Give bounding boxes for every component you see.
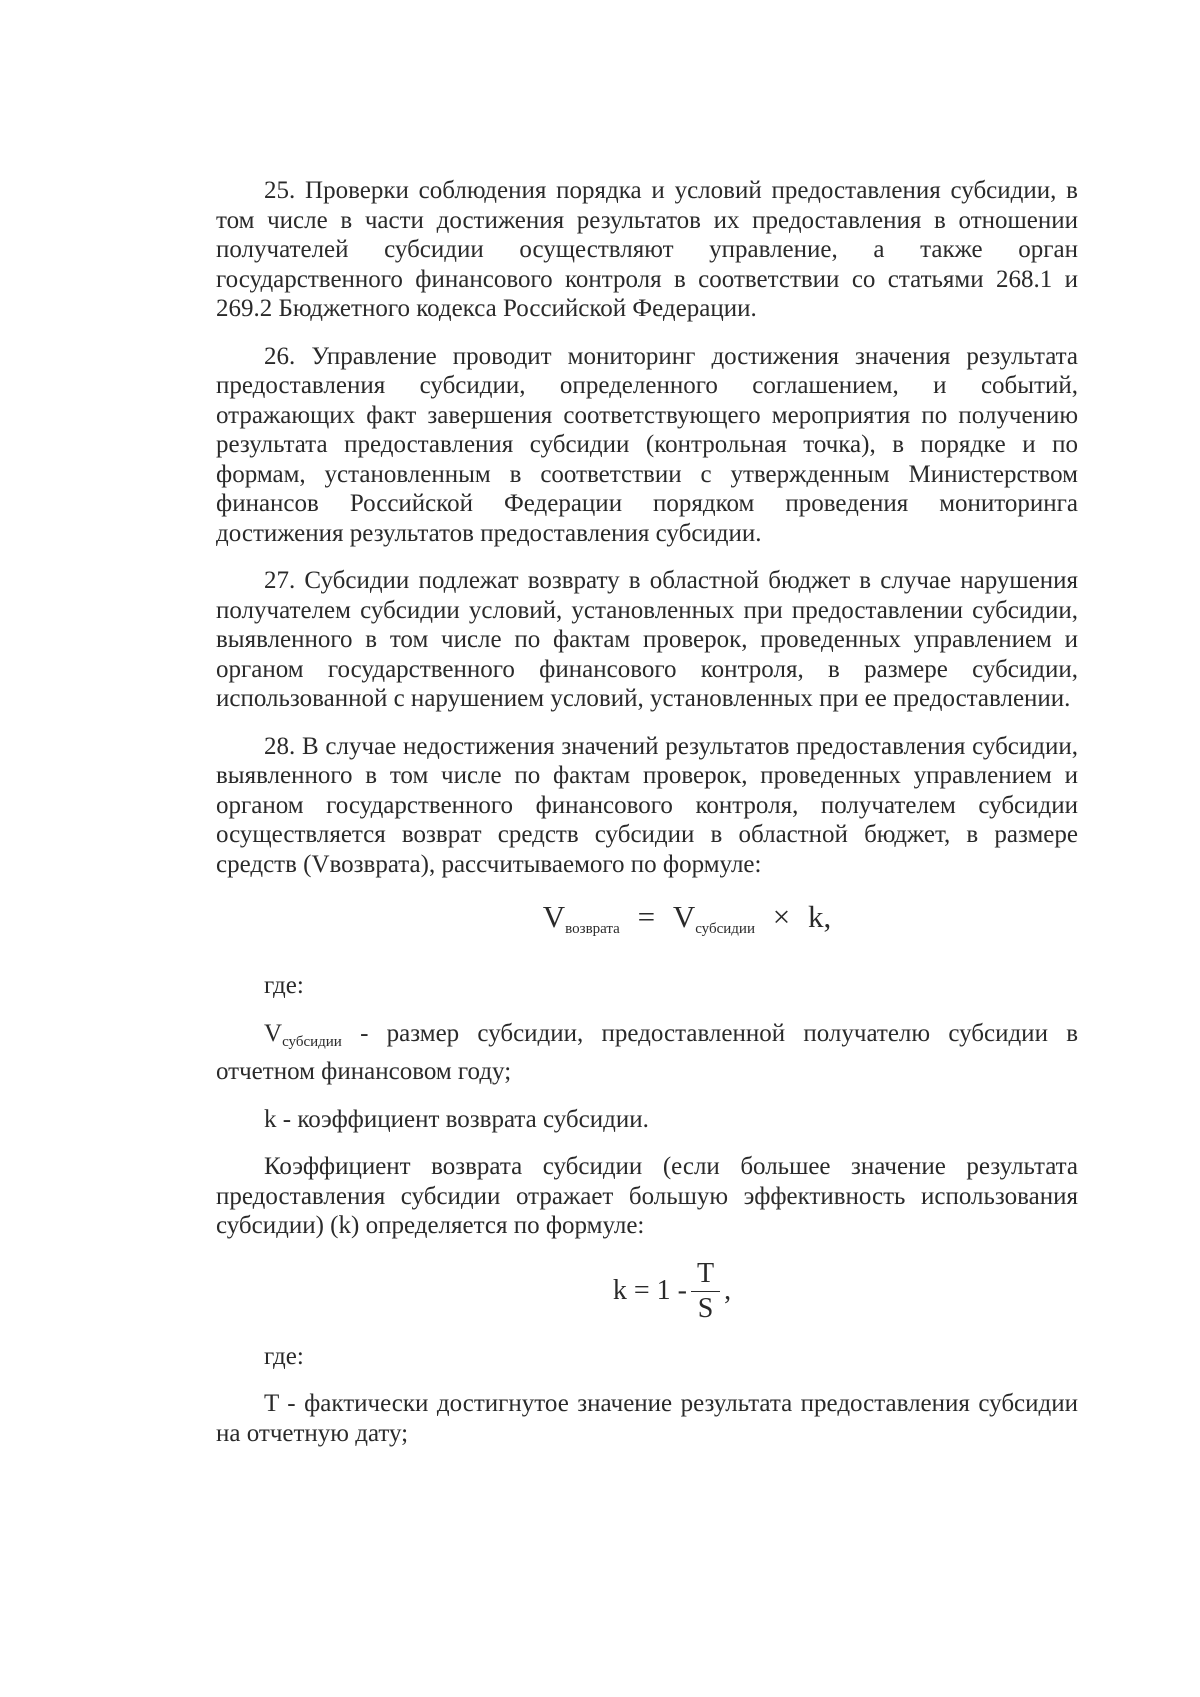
where-label-2: где: xyxy=(264,1342,304,1370)
vsubsidy-var: V xyxy=(264,1019,283,1047)
coefficient-paragraph: Коэффициент возврата субсидии (если большее значение результата предоставления субсидии отражает большую эффективность использования субсидии) (k) определяется по формуле: xyxy=(216,1153,1078,1239)
vsubsidy-definition xyxy=(216,1019,1078,1087)
formula-rhs-var: V xyxy=(672,899,696,934)
formula-lhs-var: V xyxy=(542,899,566,934)
paragraph-25: 25. Проверки соблюдения порядка и условий предоставления субсидии, в том числе в части достижения результатов их предоставления в отношении получателей субсидии осуществляют управление, а также орган государственного финансового контроля в соответствии со статьями 268.1 и 269.2 Бюджетного кодекса Российской Федерации. xyxy=(216,177,1078,322)
formula2-numerator: T xyxy=(691,1259,720,1292)
formula-k: k, xyxy=(807,899,832,934)
vsubsidy-sub: субсидии xyxy=(282,1033,342,1050)
document-page xyxy=(216,176,1078,1466)
formula2-tail: , xyxy=(724,1275,732,1307)
paragraph-28: 28. В случае недостижения значений результатов предоставления субсидии, выявленного в том числе по фактам проверок, проведенных управлением и органом государственного финансового контроля, получателем субсидии осуществляется возврат средств субсидии в областной бюджет, в размере средств (Vвозврата), рассчитываемого по формуле: xyxy=(216,732,1078,878)
return-formula xyxy=(216,897,1078,949)
t-definition: T - фактически достигнутое значение результата предоставления субсидии на отчетную дату; xyxy=(216,1390,1078,1447)
formula-times: × xyxy=(772,899,791,934)
vsubsidy-text: - размер субсидии, предоставленной получателю субсидии в отчетном финансовом году; xyxy=(216,1019,1078,1085)
k-definition: k - коэффициент возврата субсидии. xyxy=(264,1105,649,1133)
paragraph-26: 26. Управление проводит мониторинг достижения значения результата предоставления субсидии, определенного соглашением, и событий, отражающих факт завершения соответствующего мероприятия по получению результата предоставления субсидии (контрольная точка), в порядке и по формам, установленным в соответствии с утвержденным Министерством финансов Российской Федерации порядком проведения мониторинга достижения результатов предоставления субсидии. xyxy=(216,342,1078,547)
formula2-fraction xyxy=(691,1259,720,1324)
formula-lhs-sub: возврата xyxy=(565,921,620,937)
formula2-lhs: k = 1 - xyxy=(612,1275,687,1307)
formula2-denominator: S xyxy=(697,1292,714,1324)
where-label-1: где: xyxy=(264,972,304,999)
formula-equals: = xyxy=(637,899,656,934)
paragraph-27: 27. Субсидии подлежат возврату в областной бюджет в случае нарушения получателем субсидии условий, установленных при предоставлении субсидии, выявленного в том числе по фактам проверок, проведенных управлением и органом государственного финансового контроля, в размере субсидии, использованной с нарушением условий, установленных при ее предоставлении. xyxy=(216,567,1078,712)
formula-rhs-sub: субсидии xyxy=(695,921,755,937)
coefficient-formula xyxy=(216,1259,1078,1324)
